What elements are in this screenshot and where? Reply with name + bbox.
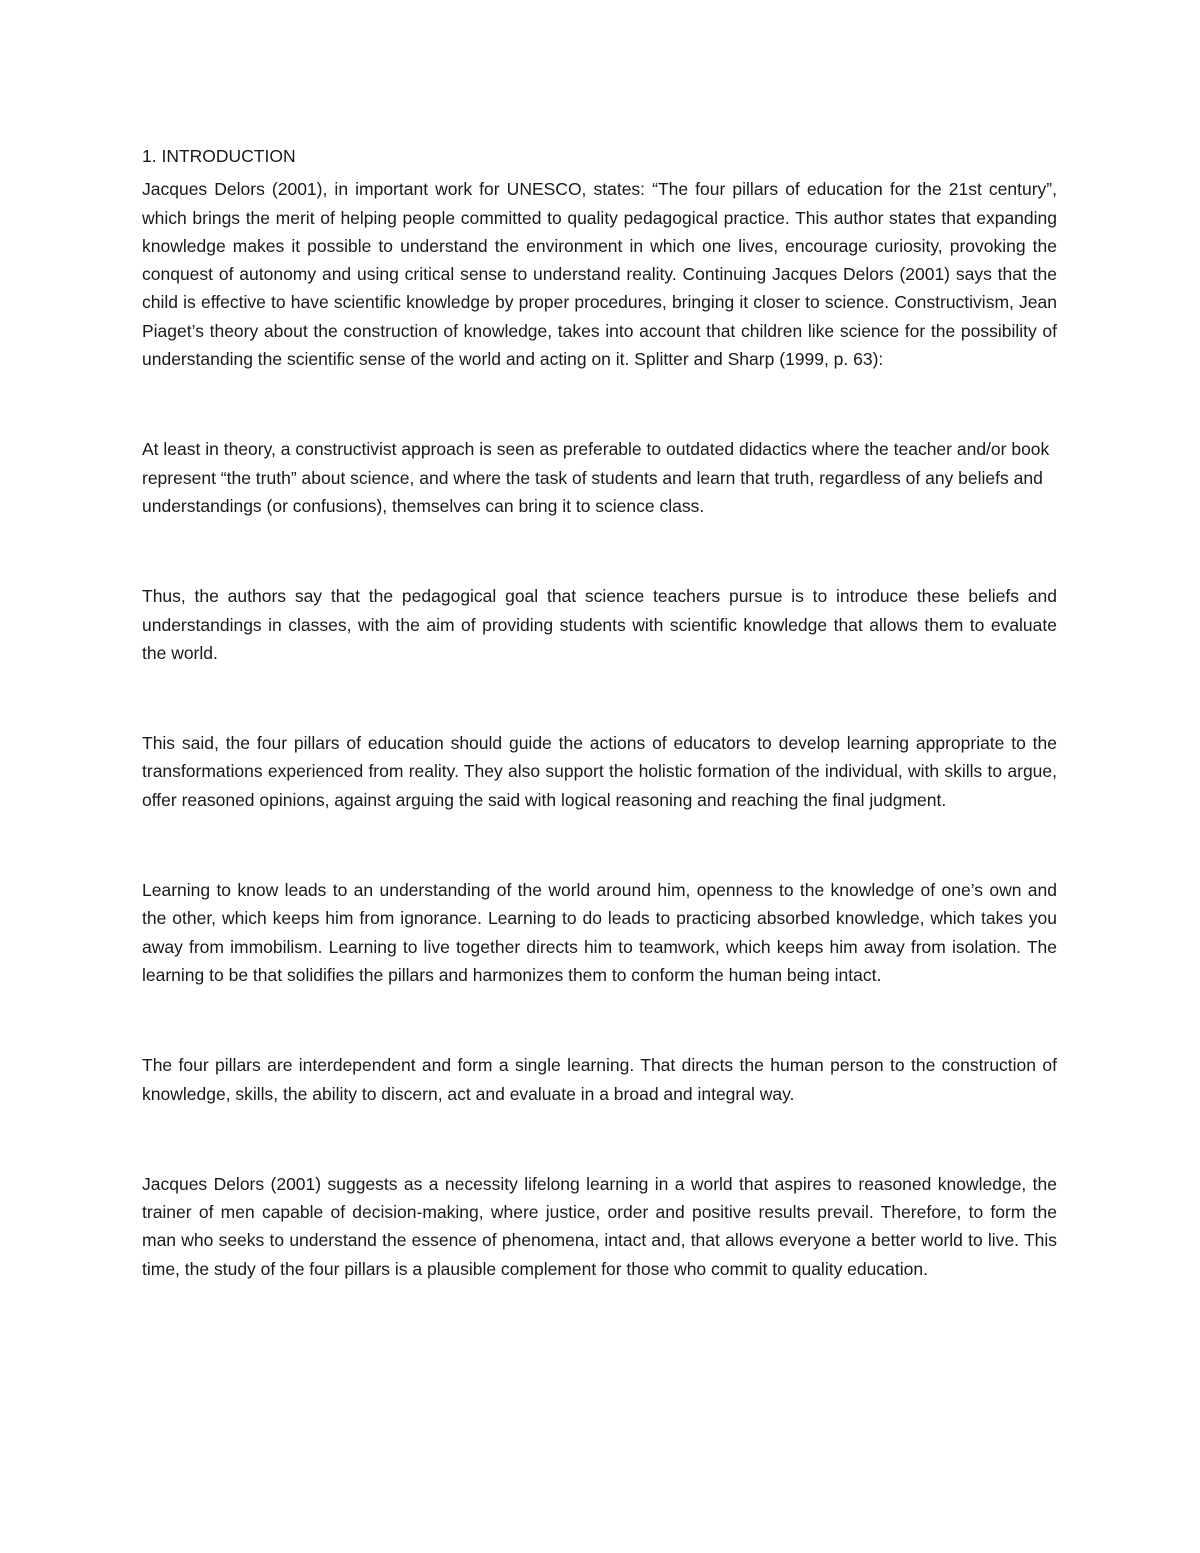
document-page	[142, 142, 1057, 1283]
paragraph-four-pillars-guide: This said, the four pillars of education should guide the actions of educators to develop learning appropriate to the transformations experienced from reality. They also support the holistic formation of the individual, with skills to argue, offer reasoned opinions, against arguing the said with logical reasoning and reaching the final judgment.	[142, 733, 1057, 810]
paragraph-lifelong-learning: Jacques Delors (2001) suggests as a necessity lifelong learning in a world that aspires to reasoned knowledge, the trainer of men capable of decision-making, where justice, order and positive results prevail. Therefore, to form the man who seeks to understand the essence of phenomena, intact and, that allows everyone a better world to live. This time, the study of the four pillars is a plausible complement for those who commit to quality education.	[142, 1173, 1057, 1279]
paragraph-quote: At least in theory, a constructivist approach is seen as preferable to outdated didactics where the teacher and/or book represent “the truth” about science, and where the task of students and learn that truth, regardless of any beliefs and understandings (or confusions), themselves can bring it to science class.	[142, 439, 1050, 516]
paragraph-intro: Jacques Delors (2001), in important work for UNESCO, states: “The four pillars of education for the 21st century”, which brings the merit of helping people committed to quality pedagogical practice. This author states that expanding knowledge makes it possible to understand the environment in which one lives, encourage curiosity, provoking the conquest of autonomy and using critical sense to understand reality. Continuing Jacques Delors (2001) says that the child is effective to have scientific knowledge by proper procedures, bringing it closer to science. Constructivism, Jean Piaget’s theory about the construction of knowledge, takes into account that children like science for the possibility of understanding the scientific sense of the world and acting on it. Splitter and Sharp (1999, p. 63):	[142, 179, 1057, 370]
section-heading: 1. INTRODUCTION	[142, 146, 296, 166]
paragraph-learning-to-know: Learning to know leads to an understanding of the world around him, openness to the knowledge of one’s own and the other, which keeps him from ignorance. Learning to do leads to practicing absorbed knowledge, which takes you away from immobilism. Learning to live together directs him to teamwork, which keeps him away from isolation. The learning to be that solidifies the pillars and harmonizes them to conform the human being intact.	[142, 880, 1057, 985]
paragraph-pedagogical-goal: Thus, the authors say that the pedagogical goal that science teachers pursue is to introduce these beliefs and understandings in classes, with the aim of providing students with scientific knowledge that allows them to evaluate the world.	[142, 586, 1057, 663]
paragraph-interdependent: The four pillars are interdependent and form a single learning. That directs the human person to the construction of knowledge, skills, the ability to discern, act and evaluate in a broad and integral way.	[142, 1055, 1057, 1104]
